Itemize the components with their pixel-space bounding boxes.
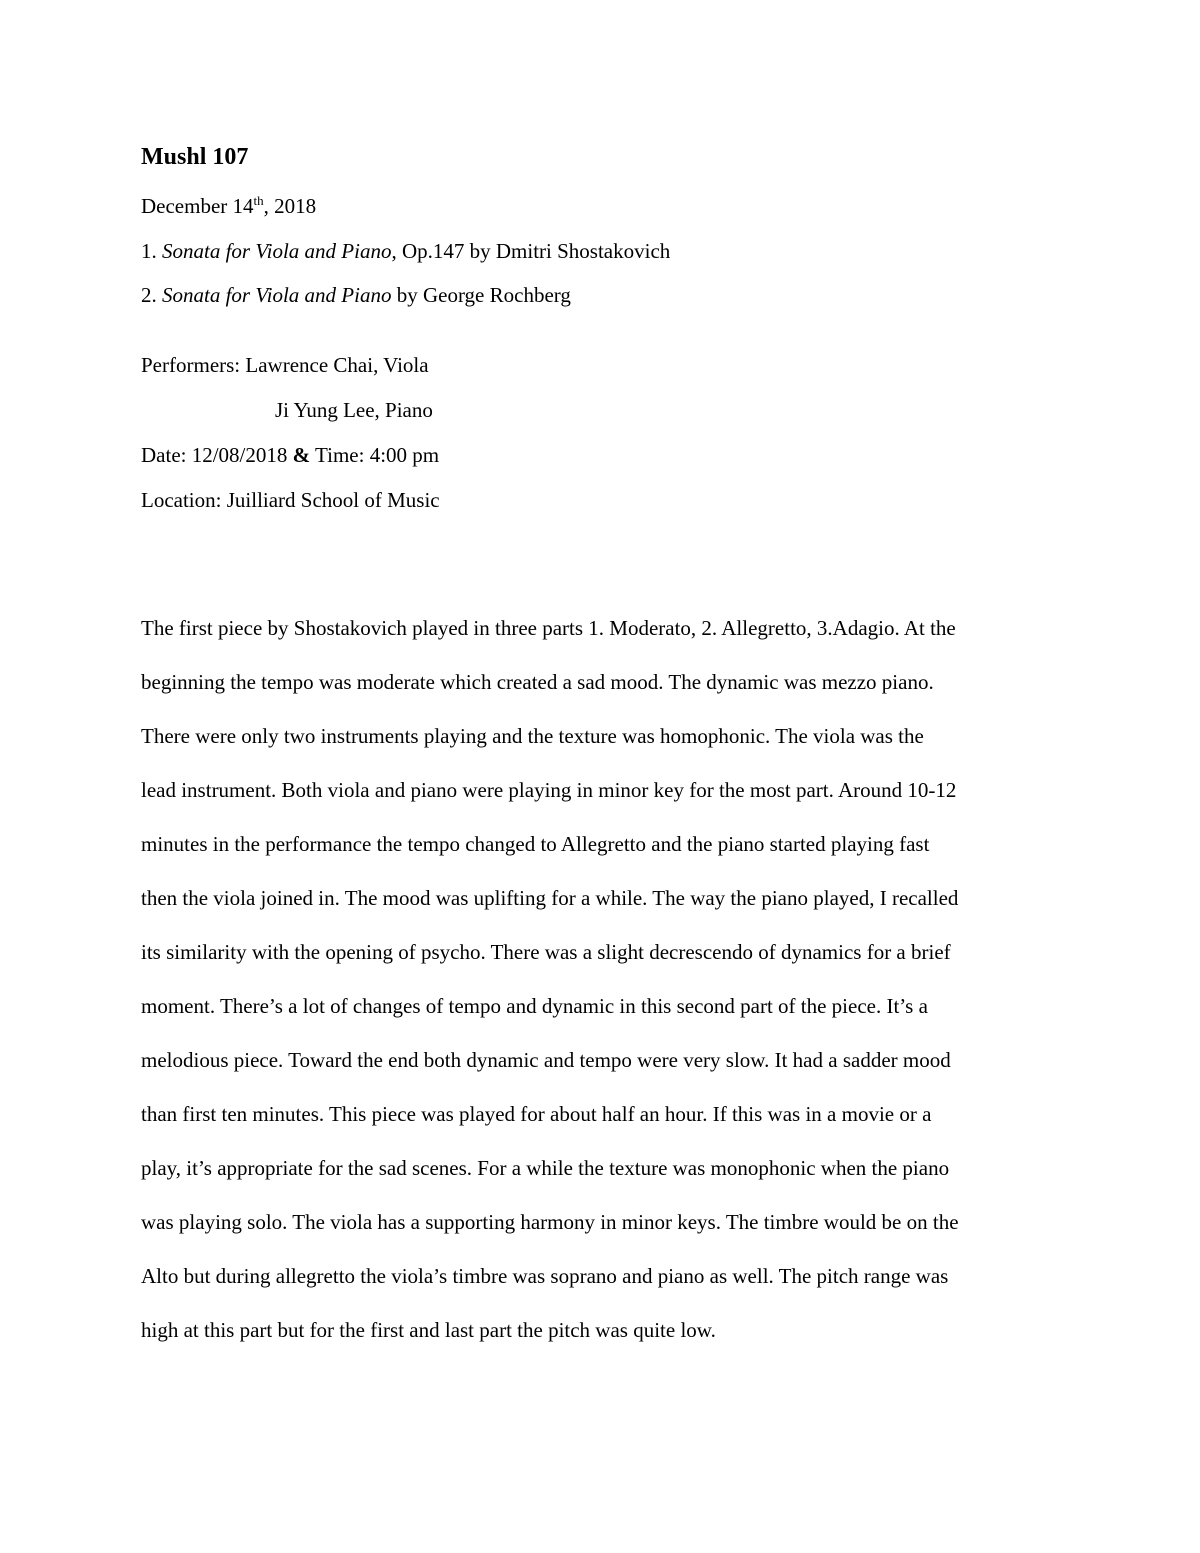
report-date-ordinal: th	[253, 193, 264, 208]
body-line: The first piece by Shostakovich played in three parts 1. Moderato, 2. Allegretto, 3.Adagio. At the	[141, 616, 956, 640]
body-line: play, it’s appropriate for the sad scenes. For a while the texture was monophonic when the piano	[141, 1156, 950, 1180]
performers-line-2: Ji Yung Lee, Piano	[275, 398, 433, 422]
performers-line-1: Performers: Lawrence Chai, Viola	[141, 353, 429, 377]
body-line: its similarity with the opening of psycho. There was a slight decrescendo of dynamics for a brief	[141, 940, 951, 964]
body-line: lead instrument. Both viola and piano were playing in minor key for the most part. Around 10-12	[141, 778, 957, 802]
body-line: Alto but during allegretto the viola’s timbre was soprano and piano as well. The pitch range was	[141, 1264, 949, 1288]
course-title: Mushl 107	[141, 144, 249, 170]
program-item-number: 1.	[141, 239, 162, 263]
program-item-title: Sonata for Viola and Piano	[162, 283, 392, 307]
body-line: high at this part but for the first and last part the pitch was quite low.	[141, 1318, 716, 1342]
date-label: Date: 12/08/2018	[141, 443, 293, 467]
body-line: moment. There’s a lot of changes of tempo and dynamic in this second part of the piece. It’s a	[141, 994, 928, 1018]
body-line: minutes in the performance the tempo changed to Allegretto and the piano started playing fast	[141, 832, 930, 856]
program-item-rest: by George Rochberg	[391, 283, 571, 307]
report-body	[141, 601, 1061, 1357]
program-item-title: Sonata for Viola and Piano	[162, 239, 392, 263]
time-label: Time: 4:00 pm	[310, 443, 440, 467]
program-item-number: 2.	[141, 283, 162, 307]
location-line: Location: Juilliard School of Music	[141, 488, 440, 512]
body-line: than first ten minutes. This piece was played for about half an hour. If this was in a movie or a	[141, 1102, 932, 1126]
report-date	[141, 192, 316, 220]
body-line: There were only two instruments playing and the texture was homophonic. The viola was the	[141, 724, 924, 748]
report-date-year: , 2018	[263, 194, 317, 218]
body-line: melodious piece. Toward the end both dynamic and tempo were very slow. It had a sadder mood	[141, 1048, 951, 1072]
body-line: beginning the tempo was moderate which created a sad mood. The dynamic was mezzo piano.	[141, 670, 934, 694]
body-line: then the viola joined in. The mood was uplifting for a while. The way the piano played, I recalled	[141, 886, 959, 910]
date-time-line	[141, 441, 439, 469]
program-item-1	[141, 237, 670, 265]
ampersand: &	[292, 443, 311, 467]
program-item-rest: , Op.147 by Dmitri Shostakovich	[391, 239, 671, 263]
report-date-main: December 14	[141, 194, 254, 218]
program-item-2	[141, 281, 571, 309]
body-line: was playing solo. The viola has a supporting harmony in minor keys. The timbre would be on the	[141, 1210, 959, 1234]
